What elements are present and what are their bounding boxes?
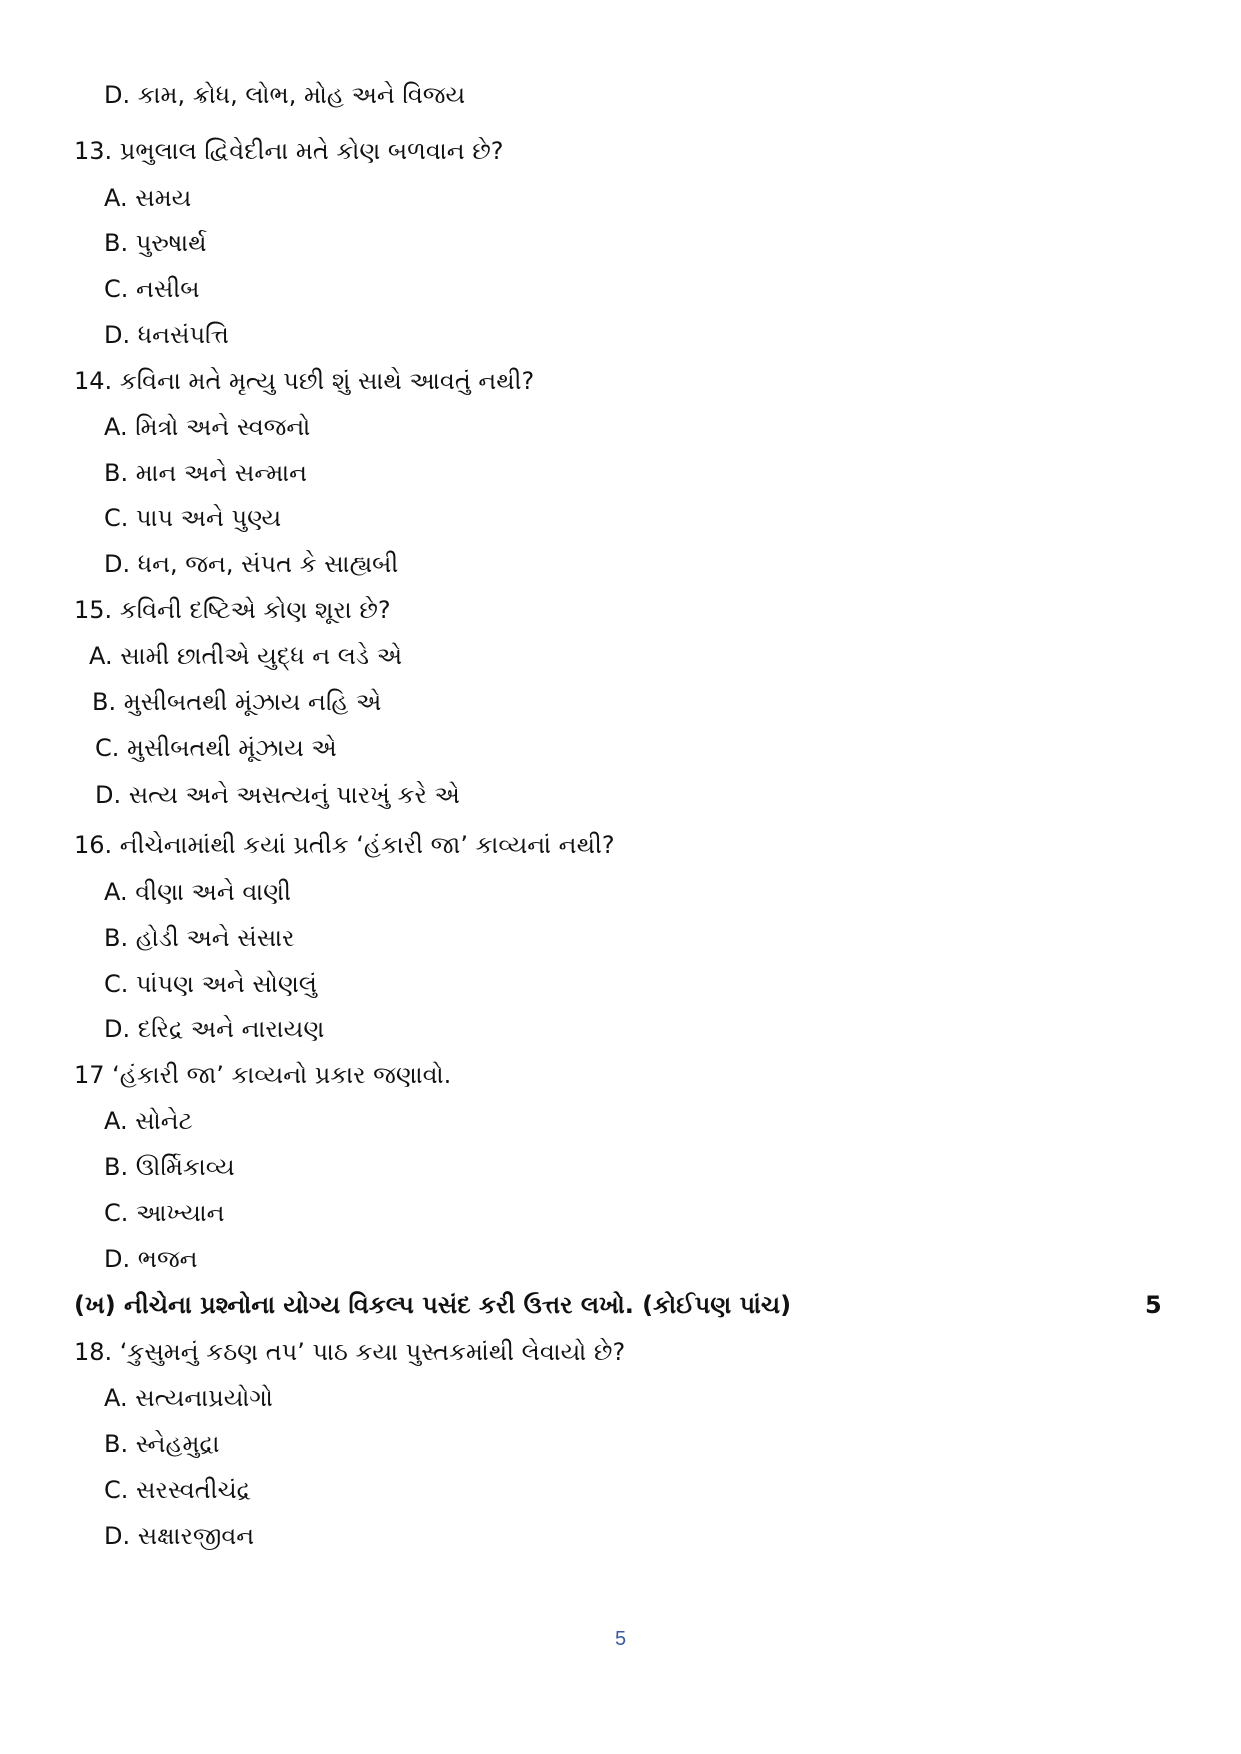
q17-option-d: D. ભજન <box>104 1245 198 1273</box>
q13-option-c: C. નસીબ <box>104 275 200 303</box>
question-14: 14. કવિના મતે મૃત્યુ પછી શું સાથે આવતું નથી? <box>74 367 535 395</box>
q15-option-c: C. મુસીબતથી મૂંઝાય એ <box>95 734 337 762</box>
q16-option-b: B. હોડી અને સંસાર <box>104 924 295 952</box>
q14-option-c: C. પાપ અને પુણ્ય <box>104 504 282 532</box>
q15-option-d: D. સત્ય અને અસત્યનું પારખું કરે એ <box>95 781 460 809</box>
q17-option-b: B. ઊર્મિકાવ્ય <box>104 1153 235 1181</box>
q17-option-c: C. આખ્યાન <box>104 1199 225 1227</box>
q16-option-a: A. વીણા અને વાણી <box>104 878 291 906</box>
q18-option-b: B. સ્નેહમુદ્રા <box>104 1430 220 1458</box>
q16-option-c: C. પાંપણ અને સોણલું <box>104 970 317 998</box>
q12-option-d: D. કામ, ક્રોધ, લોભ, મોહ અને વિજય <box>104 81 466 109</box>
q14-option-b: B. માન અને સન્માન <box>104 459 308 487</box>
question-15: 15. કવિની દષ્ટિએ કોણ શૂરા છે? <box>74 596 391 624</box>
q13-option-b: B. પુરુષાર્થ <box>104 229 207 257</box>
q16-option-d: D. દરિદ્ર અને નારાયણ <box>104 1015 325 1043</box>
q14-option-d: D. ધન, જન, સંપત કે સાહ્યબી <box>104 550 399 578</box>
q15-option-b: B. મુસીબતથી મૂંઝાય નહિ એ <box>92 688 382 716</box>
q18-option-c: C. સરસ્વતીચંદ્ર <box>104 1476 251 1504</box>
question-17: 17 ‘હંકારી જા’ કાવ્યનો પ્રકાર જણાવો. <box>74 1061 452 1089</box>
q14-option-a: A. મિત્રો અને સ્વજનો <box>104 413 311 441</box>
question-16: 16. નીચેનામાંથી કયાં પ્રતીક ‘હંકારી જા’ કાવ્યનાં નથી? <box>74 831 615 859</box>
q13-option-d: D. ધનસંપત્તિ <box>104 321 229 349</box>
q18-option-d: D. સક્ષારજીવન <box>104 1522 255 1550</box>
q17-option-a: A. સોનેટ <box>104 1107 193 1135</box>
question-13: 13. પ્રભુલાલ દ્વિવેદીના મતે કોણ બળવાન છે? <box>74 137 504 165</box>
section-kha-heading: (ખ) નીચેના પ્રશ્નોના યોગ્ય વિકલ્પ પસંદ કરી ઉત્તર લખો. (કોઈપણ પાંચ) <box>74 1291 792 1319</box>
q13-option-a: A. સમય <box>104 184 192 212</box>
section-marks: 5 <box>1145 1291 1162 1319</box>
q18-option-a: A. સત્યનાપ્રયોગો <box>104 1384 273 1412</box>
q15-option-a: A. સામી છાતીએ યુદ્ધ ન લડે એ <box>89 642 403 670</box>
page-number: 5 <box>614 1628 627 1650</box>
question-18: 18. ‘કુસુમનું કઠણ તપ’ પાઠ કયા પુસ્તકમાંથી લેવાયો છે? <box>74 1338 626 1366</box>
